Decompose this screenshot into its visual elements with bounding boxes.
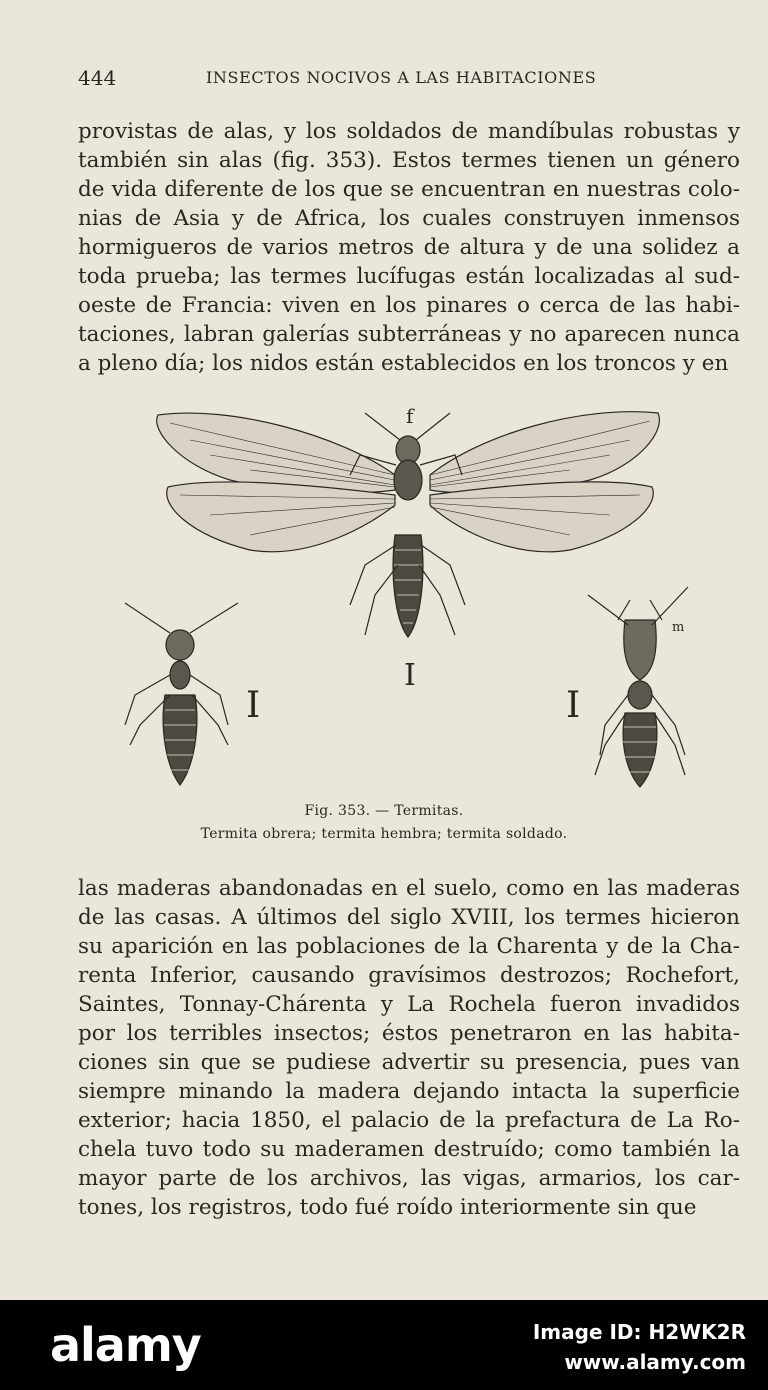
brand-logo: alamy <box>50 1318 201 1372</box>
text-line: toda prueba; las termes lucífugas están localizadas al sud- <box>78 264 740 289</box>
text-line: también sin alas (fig. 353). Estos termes tienen un género <box>78 148 740 173</box>
text-line: exterior; hacia 1850, el palacio de la prefactura de La Ro- <box>78 1108 740 1133</box>
text-line: renta Inferior, causando gravísimos destrozos; Rochefort, <box>78 963 740 988</box>
worker-termite-figure <box>125 603 238 785</box>
winged-termite-figure <box>157 412 660 637</box>
figure-label-f: f <box>406 404 414 428</box>
text-line: a pleno día; los nidos están establecidos en los troncos y en <box>78 351 729 376</box>
text-line: taciones, labran galerías subterráneas y no aparecen nunca <box>78 322 740 347</box>
text-line: mayor parte de los archivos, las vigas, armarios, los car- <box>78 1166 740 1191</box>
text-line: siempre minando la madera dejando intacta la superficie <box>78 1079 740 1104</box>
soldier-termite-figure <box>588 587 688 787</box>
text-line: ciones sin que se pudiese advertir su presencia, pues van <box>78 1050 740 1075</box>
paragraph-top <box>78 117 740 378</box>
text-line: tones, los registros, todo fué roído interiormente sin que <box>78 1195 697 1220</box>
text-line: de las casas. A últimos del siglo XVIII, los termes hicieron <box>78 905 740 930</box>
figure-caption-text: Termita obrera; termita hembra; termita soldado. <box>200 826 568 842</box>
image-id-label: Image ID: H2WK2R <box>532 1320 746 1344</box>
figure-label-scale-center: I <box>404 658 416 693</box>
paragraph-bottom <box>78 874 740 1222</box>
page-header <box>78 66 740 96</box>
running-title: INSECTOS NOCIVOS A LAS HABITACIONES <box>206 68 597 87</box>
text-line: oeste de Francia: viven en los pinares o cerca de las habi- <box>78 293 740 318</box>
termites-illustration <box>110 395 710 795</box>
stock-footer-bar <box>0 1300 768 1390</box>
page-number: 444 <box>78 66 117 90</box>
site-url: www.alamy.com <box>564 1350 746 1374</box>
figure-label-scale-right: I <box>566 685 581 726</box>
text-line: de vida diferente de los que se encuentran en nuestras colo- <box>78 177 740 202</box>
text-line: su aparición en las poblaciones de la Charenta y de la Cha- <box>78 934 740 959</box>
figure-label-m: m <box>672 620 685 635</box>
text-line: por los terribles insectos; éstos penetraron en las habita- <box>78 1021 740 1046</box>
text-line: nias de Asia y de Africa, los cuales construyen inmensos <box>78 206 740 231</box>
text-line: chela tuvo todo su maderamen destruído; como también la <box>78 1137 740 1162</box>
text-line: provistas de alas, y los soldados de mandíbulas robustas y <box>78 119 740 144</box>
text-line: las maderas abandonadas en el suelo, como en las maderas <box>78 876 740 901</box>
text-line: hormigueros de varios metros de altura y de una solidez a <box>78 235 740 260</box>
text-line: Saintes, Tonnay-Chárenta y La Rochela fueron invadidos <box>78 992 740 1017</box>
figure-caption-title: Fig. 353. — Termitas. <box>304 803 464 819</box>
figure-label-scale-left: I <box>246 685 261 726</box>
